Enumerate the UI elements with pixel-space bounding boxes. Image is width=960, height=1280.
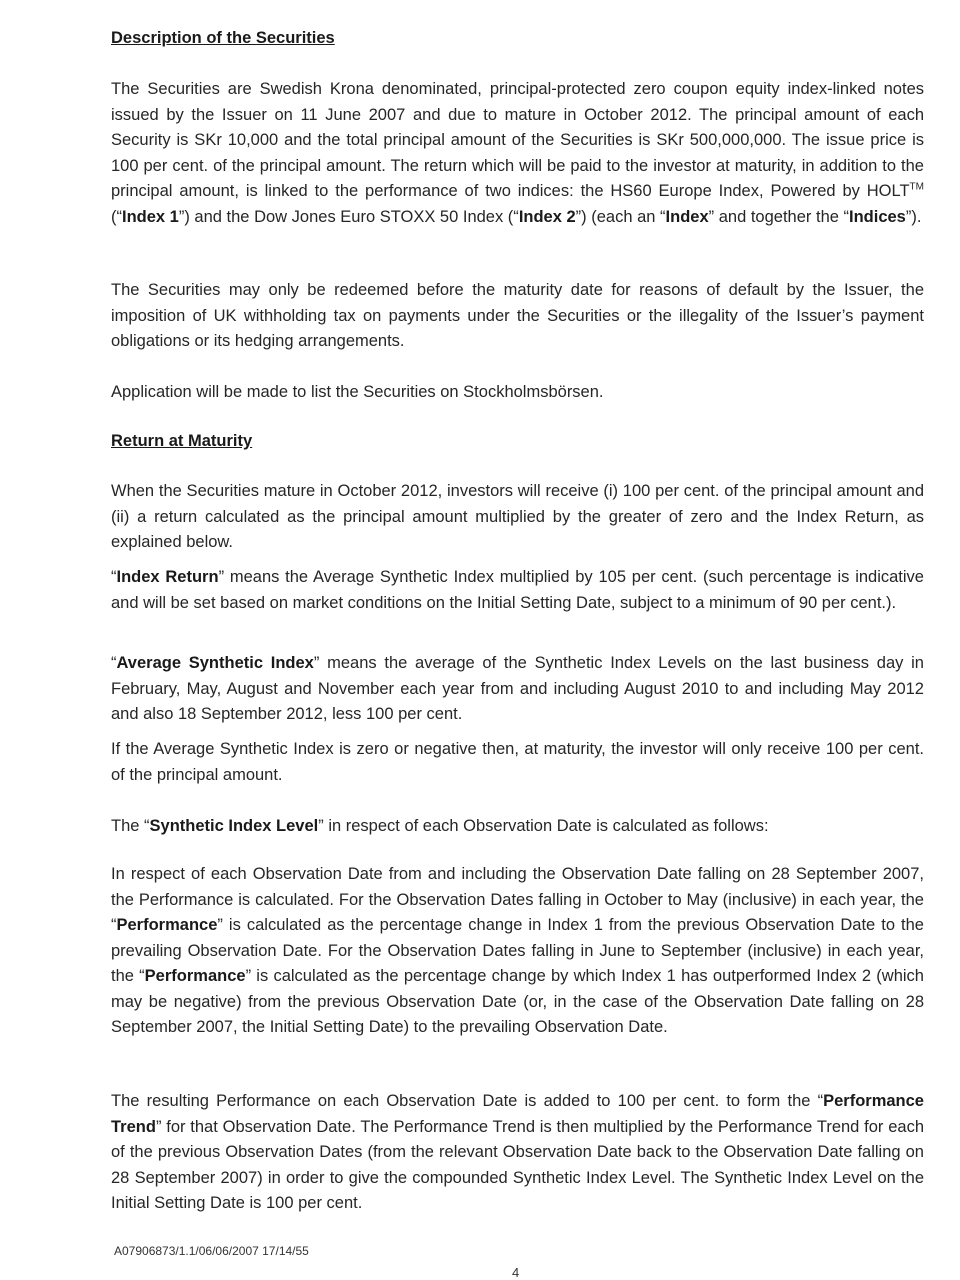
text-run: ”) (each an “	[575, 207, 666, 226]
trademark-superscript: TM	[909, 181, 924, 193]
text-run: ” means the Average Synthetic Index multiplied by 105 per cent. (such percentage is indicative and will be set based on market conditions on the Initial Setting Date, subject to a minimum of 90 per cent.).	[111, 568, 924, 612]
paragraph-index-return-definition	[111, 565, 924, 616]
text-run: (“	[111, 207, 122, 226]
page-number: 4	[512, 1265, 520, 1280]
paragraph-synthetic-index-level-intro	[111, 814, 924, 840]
text-run: ” means the average of the Synthetic Index Levels on the last business day in February, May, August and November each year from and including August 2010 to and including May 2012 and also 18 September 2012, less 100 per cent.	[111, 654, 924, 723]
paragraph-performance-trend	[111, 1089, 924, 1217]
paragraph-redemption: The Securities may only be redeemed before the maturity date for reasons of default by the Issuer, the imposition of UK withholding tax on payments under the Securities or the illegality of the Issuer’s payment obligations or its hedging arrangements.	[111, 281, 924, 350]
section-heading-return-at-maturity: Return at Maturity	[111, 432, 253, 450]
defined-term-index-1: Index 1	[122, 207, 179, 226]
text-run: The Securities are Swedish Krona denominated, principal-protected zero coupon equity index-linked notes issued by the Issuer on 11 June 2007 and due to mature in October 2012. The principal amount of each Security is SKr 10,000 and the total principal amount of the Securities is SKr 500,000,000. The issue price is 100 per cent. of the principal amount. The return which will be paid to the investor at maturity, in addition to the principal amount, is linked to the performance of two indices: the HS60 Europe Index, Powered by HOLT	[111, 80, 924, 200]
text-run: ” is calculated as the percentage change by which Index 1 has outperformed Index 2 (which may be negative) from the previous Observation Date (or, in the case of the Observation Date falling on 28 September 2007, the Initial Setting Date) to the prevailing Observation Date.	[111, 967, 924, 1036]
paragraph-maturity-payment: When the Securities mature in October 2012, investors will receive (i) 100 per cent. of the principal amount and (ii) a return calculated as the principal amount multiplied by the greater of zero and the Index Return, as explained below.	[111, 482, 924, 551]
text-run: The resulting Performance on each Observation Date is added to 100 per cent. to form the “	[111, 1092, 824, 1110]
text-run: The “	[111, 817, 150, 835]
paragraph-performance-calculation	[111, 862, 924, 1041]
document-reference: A07906873/1.1/06/06/2007 17/14/55	[114, 1244, 309, 1258]
text-run: ” for that Observation Date. The Performance Trend is then multiplied by the Performance Trend for each of the previous Observation Dates (from the relevant Observation Date back to the Observation Date falling on 28 September 2007) in order to give the compounded Synthetic Index Level. The Synthetic Index Level on the Initial Setting Date is 100 per cent.	[111, 1117, 924, 1212]
defined-term-performance: Performance	[144, 967, 246, 985]
paragraph-average-synthetic-index-definition	[111, 651, 924, 728]
text-run: ” and together the “	[708, 207, 849, 226]
defined-term-indices: Indices	[849, 207, 906, 226]
defined-term-performance: Performance	[116, 916, 218, 934]
text-run: In respect of each Observation Date from and including the Observation Date falling on 28 September 2007, the Performance is calculated. For the Observation Dates falling in October to May (inclusive) in each year, the “	[111, 865, 924, 934]
defined-term-performance-trend: Performance Trend	[111, 1092, 924, 1136]
paragraph-listing: Application will be made to list the Securities on Stockholmsbörsen.	[111, 383, 604, 401]
defined-term-average-synthetic-index: Average Synthetic Index	[116, 654, 314, 672]
text-run: ”).	[905, 207, 922, 226]
text-run: “	[111, 654, 117, 672]
paragraph-zero-or-negative: If the Average Synthetic Index is zero or negative then, at maturity, the investor will only receive 100 per cent. of the principal amount.	[111, 740, 924, 784]
defined-term-index-2: Index 2	[518, 207, 576, 226]
defined-term-index-return: Index Return	[116, 568, 219, 586]
text-run: ” in respect of each Observation Date is calculated as follows:	[318, 817, 769, 835]
defined-term-synthetic-index-level: Synthetic Index Level	[149, 817, 319, 835]
text-run: ”) and the Dow Jones Euro STOXX 50 Index (“	[178, 207, 519, 226]
defined-term-index: Index	[665, 207, 709, 226]
section-heading-description: Description of the Securities	[111, 29, 335, 47]
text-run: ” is calculated as the percentage change in Index 1 from the previous Observation Date to the prevailing Observation Date. For the Observation Dates falling in June to September (inclusive) in each year, the “	[111, 916, 924, 985]
paragraph-description-overview	[111, 77, 924, 230]
text-run: “	[111, 568, 117, 586]
